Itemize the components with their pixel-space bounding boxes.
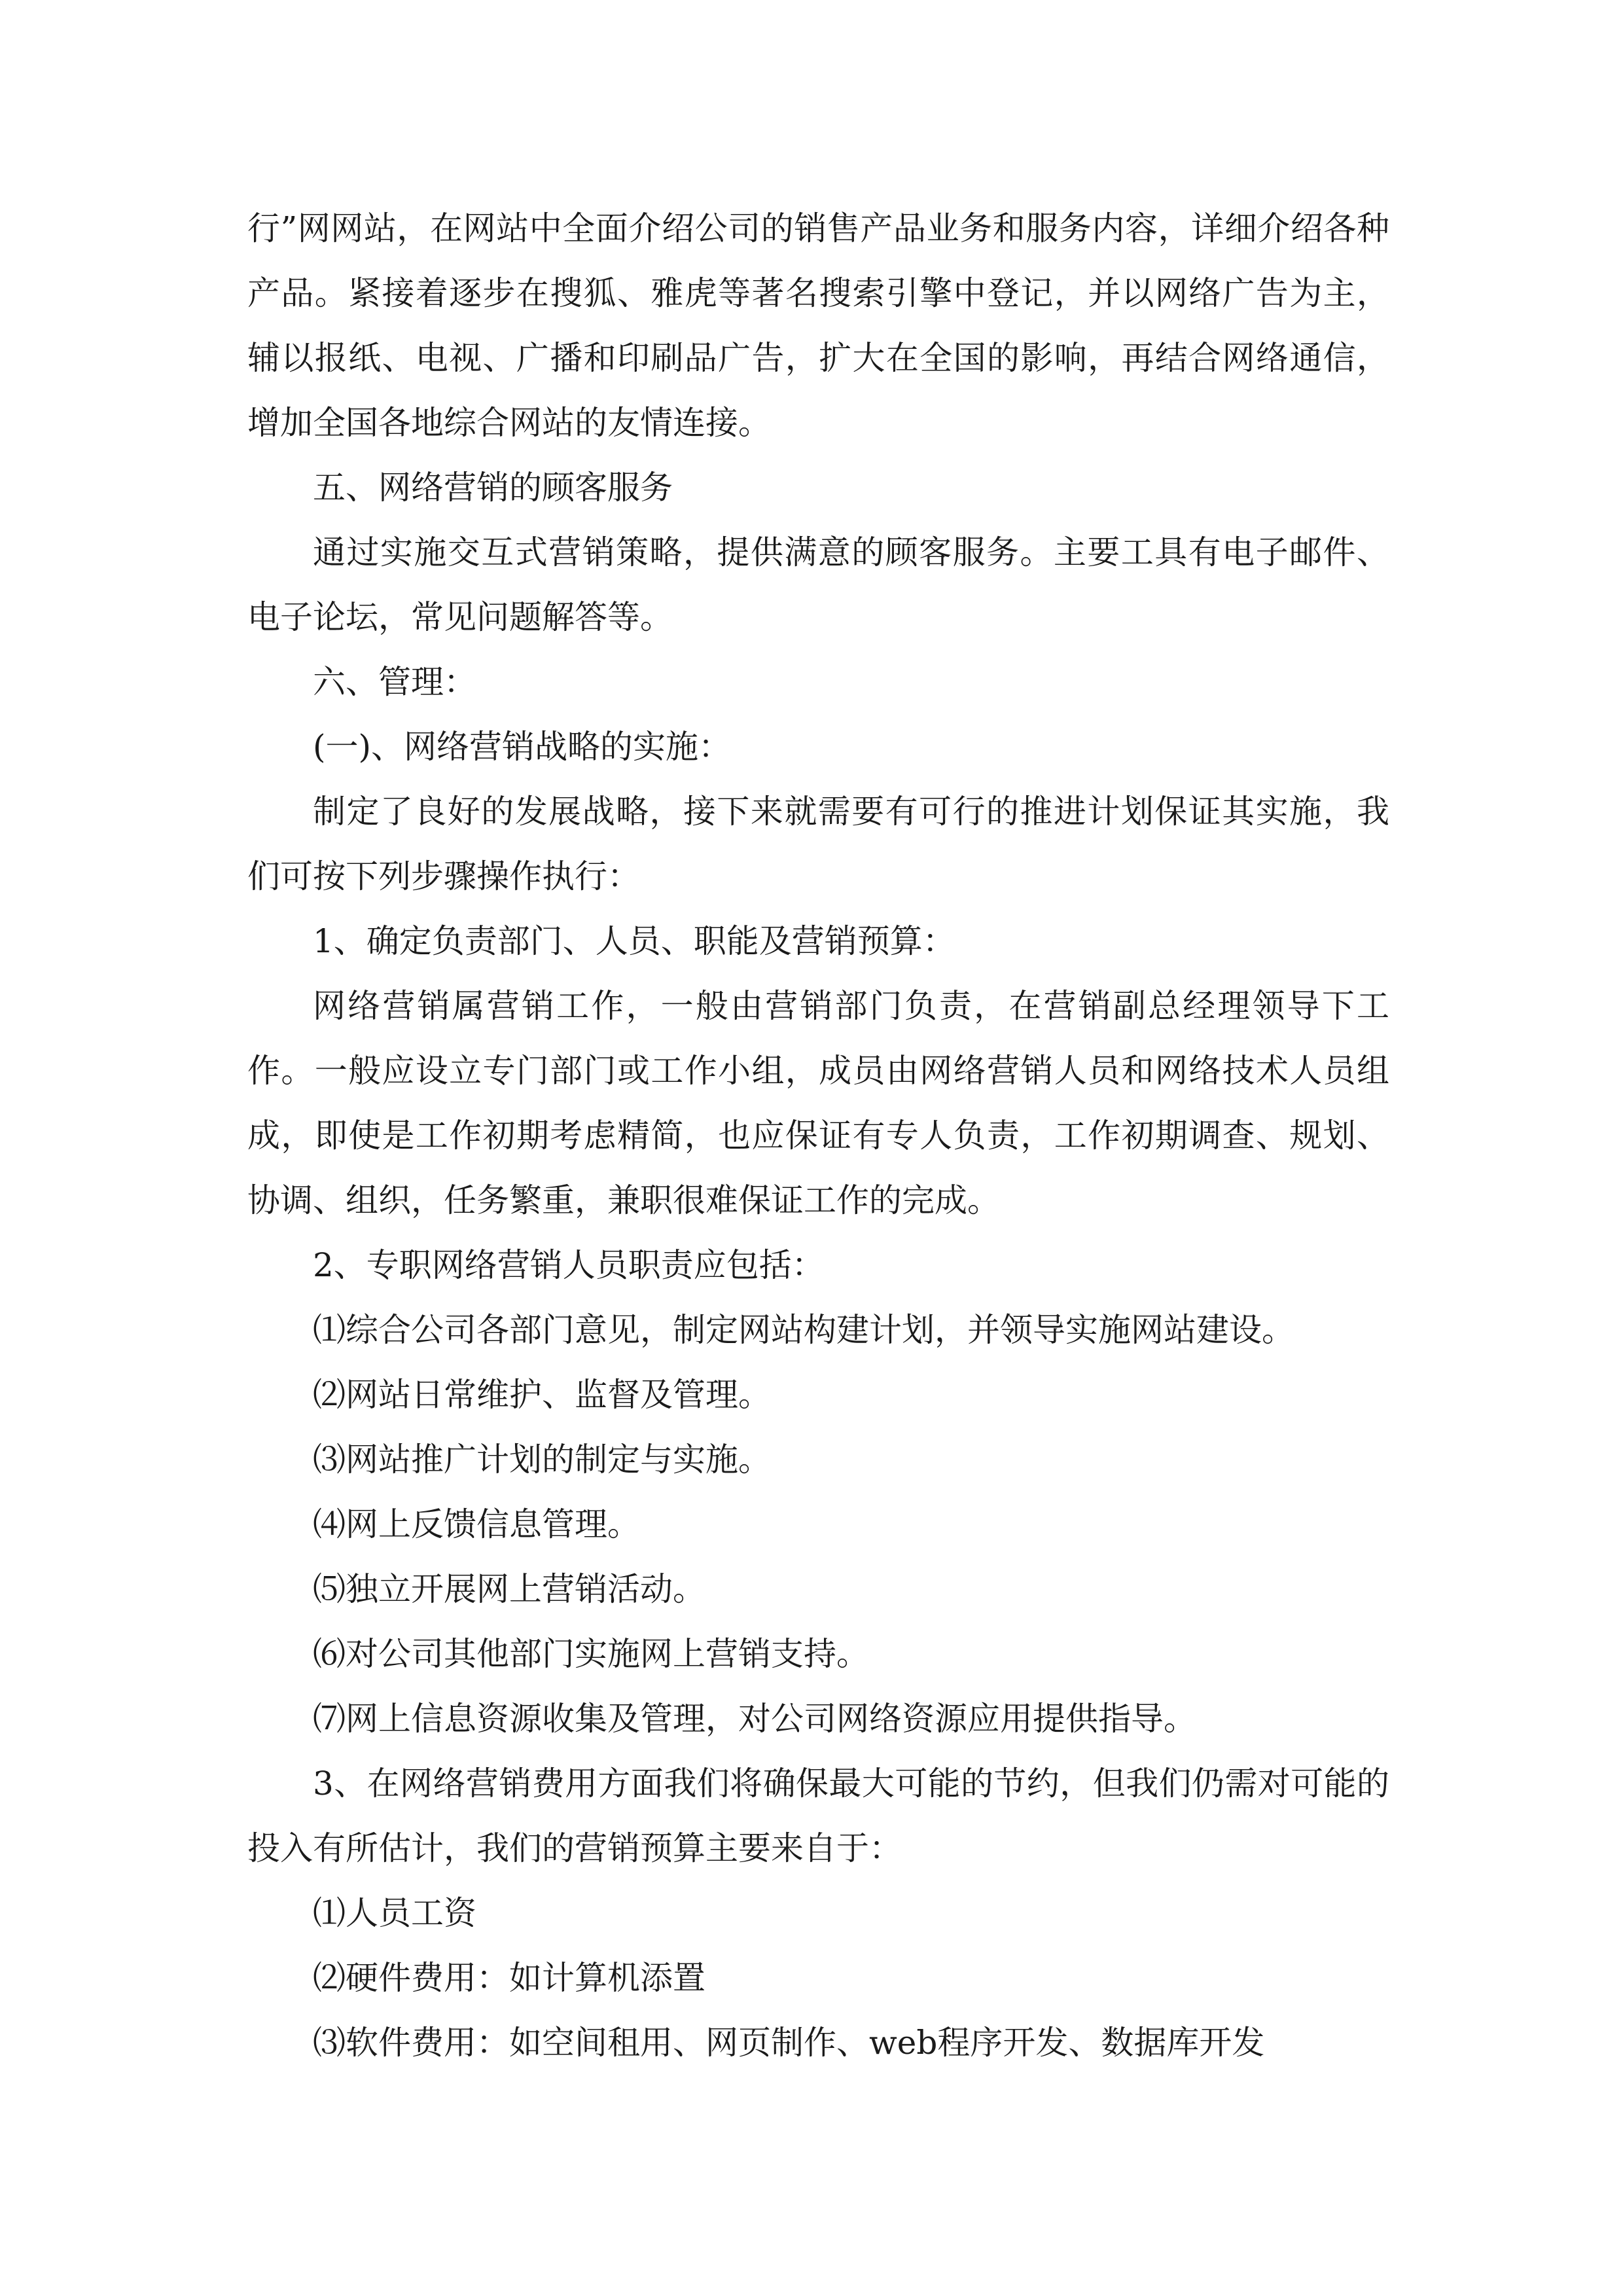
section-heading-customer-service: 五、网络营销的顾客服务 — [313, 469, 673, 507]
budget-item-2: ⑵硬件费用：如计算机添置 — [313, 1959, 705, 1997]
paragraph-customer-service: 通过实施交互式营销策略，提供满意的顾客服务。主要工具有电子邮件、电子论坛，常见问题解答等。 — [247, 533, 1389, 636]
duty-item-5: ⑸独立开展网上营销活动。 — [313, 1570, 705, 1608]
duty-item-1: ⑴综合公司各部门意见，制定网站构建计划，并领导实施网站建设。 — [313, 1311, 1294, 1349]
duty-item-6: ⑹对公司其他部门实施网上营销支持。 — [313, 1635, 869, 1673]
list-heading-department-budget: 1、确定负责部门、人员、职能及营销预算： — [313, 922, 955, 960]
paragraph-budget-intro: 3、在网络营销费用方面我们将确保最大可能的节约，但我们仍需对可能的投入有所估计，我们的营销预算主要来自于： — [247, 1765, 1389, 1867]
subsection-heading-strategy-implementation: (一)、网络营销战略的实施： — [313, 728, 732, 766]
document-body — [247, 196, 1389, 2075]
paragraph-intro-continuation: 行”网网站，在网站中全面介绍公司的销售产品业务和服务内容，详细介绍各种产品。紧接着逐步在搜狐、雅虎等著名搜索引擎中登记，并以网络广告为主，辅以报纸、电视、广播和印刷品广告，扩大在全国的影响，再结合网络通信，增加全国各地综合网站的友情连接。 — [247, 209, 1389, 442]
paragraph-strategy-plan: 制定了良好的发展战略，接下来就需要有可行的推进计划保证其实施，我们可按下列步骤操作执行： — [247, 793, 1389, 895]
budget-item-3: ⑶软件费用：如空间租用、网页制作、web程序开发、数据库开发 — [313, 2024, 1265, 2062]
duty-item-2: ⑵网站日常维护、监督及管理。 — [313, 1376, 771, 1414]
paragraph-department-description: 网络营销属营销工作，一般由营销部门负责，在营销副总经理领导下工作。一般应设立专门部门或工作小组，成员由网络营销人员和网络技术人员组成，即使是工作初期考虑精简，也应保证有专人负责，工作初期调查、规划、协调、组织，任务繁重，兼职很难保证工作的完成。 — [247, 987, 1389, 1219]
duty-item-3: ⑶网站推广计划的制定与实施。 — [313, 1441, 771, 1479]
section-heading-management: 六、管理： — [313, 663, 476, 701]
list-heading-staff-duties: 2、专职网络营销人员职责应包括： — [313, 1246, 825, 1284]
duty-item-7: ⑺网上信息资源收集及管理，对公司网络资源应用提供指导。 — [313, 1700, 1196, 1738]
budget-item-1: ⑴人员工资 — [313, 1894, 476, 1932]
duty-item-4: ⑷网上反馈信息管理。 — [313, 1505, 640, 1543]
